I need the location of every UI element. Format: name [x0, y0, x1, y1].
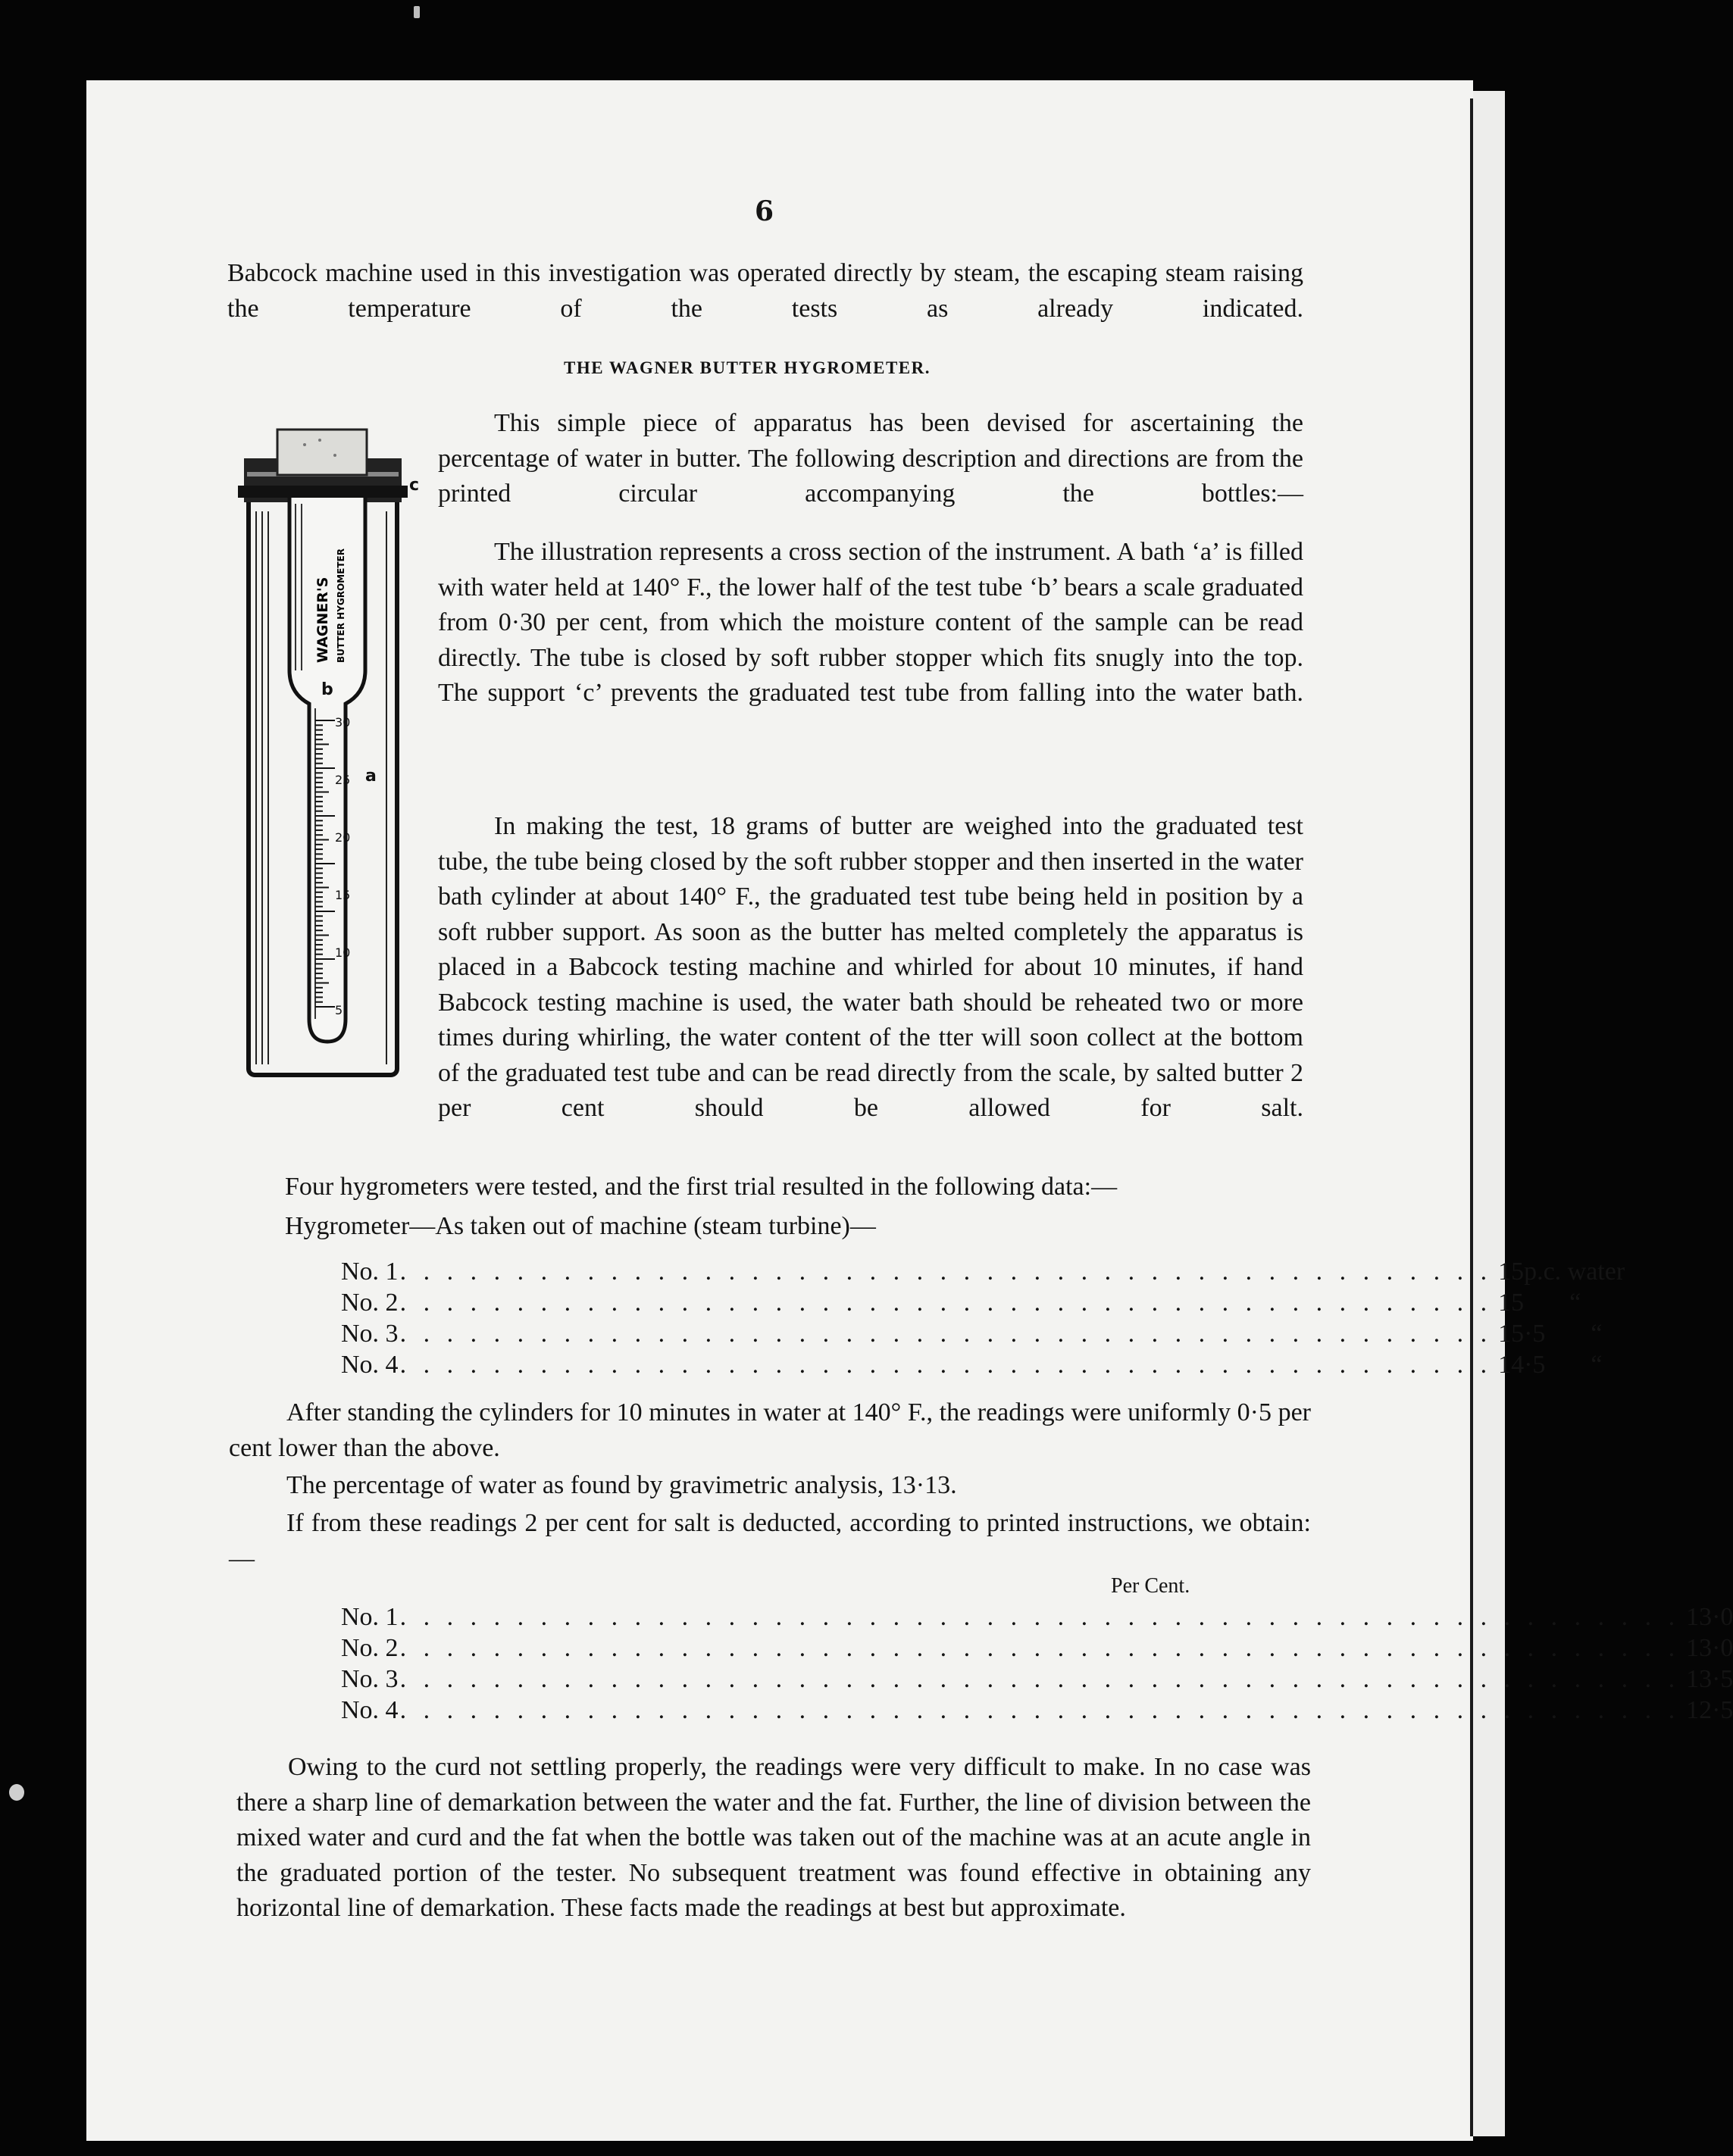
table-row [341, 1320, 1603, 1351]
leader-dots: . . . . . . . . . . . . . . . . . . . . . . . . . . . . . . . . . . . . . . . . . . . . . . . . . . . . . . . [399, 1696, 1681, 1724]
row-value: 15·5 [1498, 1320, 1546, 1348]
leader-dots: . . . . . . . . . . . . . . . . . . . . . . . . . . . . . . . . . . . . . . . . . . . . . . . . . . . . . . . [399, 1665, 1681, 1693]
row-unit: “ [1591, 1320, 1603, 1348]
label-a: a [365, 767, 377, 786]
table-row [341, 1289, 1581, 1320]
scale-label: 15 [335, 888, 351, 902]
tube-text-1: WAGNER'S [314, 576, 331, 663]
scale-label: 30 [335, 715, 351, 730]
table-row [341, 1696, 1733, 1727]
after-standing-paragraph: After standing the cylinders for 10 minutes in water at 140° F., the readings were uniformly 0·5 per cent lower than the above. [229, 1398, 1311, 1462]
four-tested-line: Four hygrometers were tested, and the first trial resulted in the following data:— [285, 1173, 1118, 1201]
tube-text-2: BUTTER HYGROMETER [336, 548, 346, 663]
per-cent-header: Per Cent. [1111, 1574, 1190, 1598]
section-heading: THE WAGNER BUTTER HYGROMETER. [564, 358, 931, 377]
row-label: No. 1 [341, 1603, 399, 1631]
row-label: No. 3 [341, 1665, 399, 1693]
description-paragraph: The illustration represents a cross section of the instrument. A bath ‘a’ is filled with water held at 140° F., the lower half of the test tube ‘b’ bears a scale graduated from 0·30 per cent, from which the moisture content of the sample can be read directly. The tube is closed by soft rubber stopper which fits snugly into the top. The support ‘c’ prevents the graduated test tube from falling into the water bath. [438, 538, 1303, 707]
scan-speck [414, 6, 420, 18]
row-unit: “ [1569, 1289, 1581, 1317]
scale-label: 5 [335, 1003, 343, 1017]
conclusion-paragraph: Owing to the curd not settling properly, the readings were very difficult to make. In no case was there a sharp line of demarkation between the water and the fat. Further, the line of division between the mixed water and curd and the fat when the bottle was taken out of the machine was at an acute angle in the graduated portion of the tester. No subsequent treatment was found effective in obtaining any horizontal line of demarkation. These facts made the readings at best but approximate. [236, 1753, 1311, 1922]
intro-paragraph: This simple piece of apparatus has been devised for ascertaining the percentage of water in butter. The following description and directions are from the printed circular accompanying the bottles:— [438, 409, 1303, 508]
row-label: No. 3 [341, 1320, 399, 1348]
row-label: No. 4 [341, 1351, 399, 1379]
table-row [341, 1258, 1625, 1289]
directions-paragraph: In making the test, 18 grams of butter are weighed into the graduated test tube, the tube being closed by the soft rubber stopper and then inserted in the water bath cylinder at about 140° F., the graduated test tube being held in position by a soft rubber support. As soon as the butter has melted completely the apparatus is placed in a Babcock testing machine and whirled for about 10 minutes, if hand Babcock testing machine is used, the water bath should be reheated two or more times during whirling, the water content of the tter will soon collect at the bottom of the graduated test tube and can be read directly from the scale, by salted butter 2 per cent should be allowed for salt. [438, 812, 1303, 1122]
leader-dots: . . . . . . . . . . . . . . . . . . . . . . . . . . . . . . . . . . . . . . . . . . . . . . . [399, 1320, 1493, 1348]
row-value: 14·5 [1498, 1351, 1546, 1379]
adjacent-page-edge [1473, 91, 1505, 2136]
row-label: No. 4 [341, 1696, 399, 1724]
leader-dots: . . . . . . . . . . . . . . . . . . . . . . . . . . . . . . . . . . . . . . . . . . . . . . . [399, 1351, 1493, 1379]
table-row [341, 1634, 1733, 1665]
scale-label: 25 [335, 773, 351, 787]
row-unit: “ [1591, 1351, 1603, 1379]
continuation-paragraph: Babcock machine used in this investigation was operated directly by steam, the escaping steam raising the temperature of the tests as already indicated. [227, 259, 1303, 323]
hygrometer-illustration [221, 413, 420, 1080]
gravimetric-line: The percentage of water as found by gravimetric analysis, 13·13. [286, 1471, 957, 1499]
scan-speck [9, 1784, 24, 1801]
row-value: 13·5 [1686, 1665, 1733, 1693]
leader-dots: . . . . . . . . . . . . . . . . . . . . . . . . . . . . . . . . . . . . . . . . . . . . . . . . . . . . . . . [399, 1603, 1681, 1631]
row-unit: p.c. water [1524, 1258, 1625, 1286]
row-value: 13·0 [1686, 1634, 1733, 1662]
label-c: c [409, 476, 420, 495]
leader-dots: . . . . . . . . . . . . . . . . . . . . . . . . . . . . . . . . . . . . . . . . . . . . . . . [399, 1258, 1493, 1286]
label-b: b [321, 680, 333, 699]
salt-deducted-paragraph: If from these readings 2 per cent for salt is deducted, according to printed instructions, we obtain:— [229, 1509, 1311, 1573]
scale-label: 20 [335, 830, 351, 845]
row-value: 12·5 [1686, 1696, 1733, 1724]
leader-dots: . . . . . . . . . . . . . . . . . . . . . . . . . . . . . . . . . . . . . . . . . . . . . . . [399, 1289, 1493, 1317]
first-trial-table [341, 1258, 1625, 1382]
row-label: No. 2 [341, 1289, 399, 1317]
page-edge-line [1470, 98, 1473, 2136]
leader-dots: . . . . . . . . . . . . . . . . . . . . . . . . . . . . . . . . . . . . . . . . . . . . . . . . . . . . . . . [399, 1634, 1681, 1662]
scale-label: 10 [335, 945, 351, 960]
row-value: 13·0 [1686, 1603, 1733, 1631]
row-label: No. 1 [341, 1258, 399, 1286]
row-value: 15 [1498, 1258, 1525, 1286]
row-label: No. 2 [341, 1634, 399, 1662]
row-value: 15 [1498, 1289, 1525, 1317]
hygrometer-heading-line: Hygrometer—As taken out of machine (steam turbine)— [285, 1212, 876, 1240]
table-row [341, 1603, 1733, 1634]
after-salt-table [341, 1603, 1733, 1727]
table-row [341, 1665, 1733, 1696]
page-number: 6 [755, 195, 774, 227]
table-row [341, 1351, 1603, 1382]
